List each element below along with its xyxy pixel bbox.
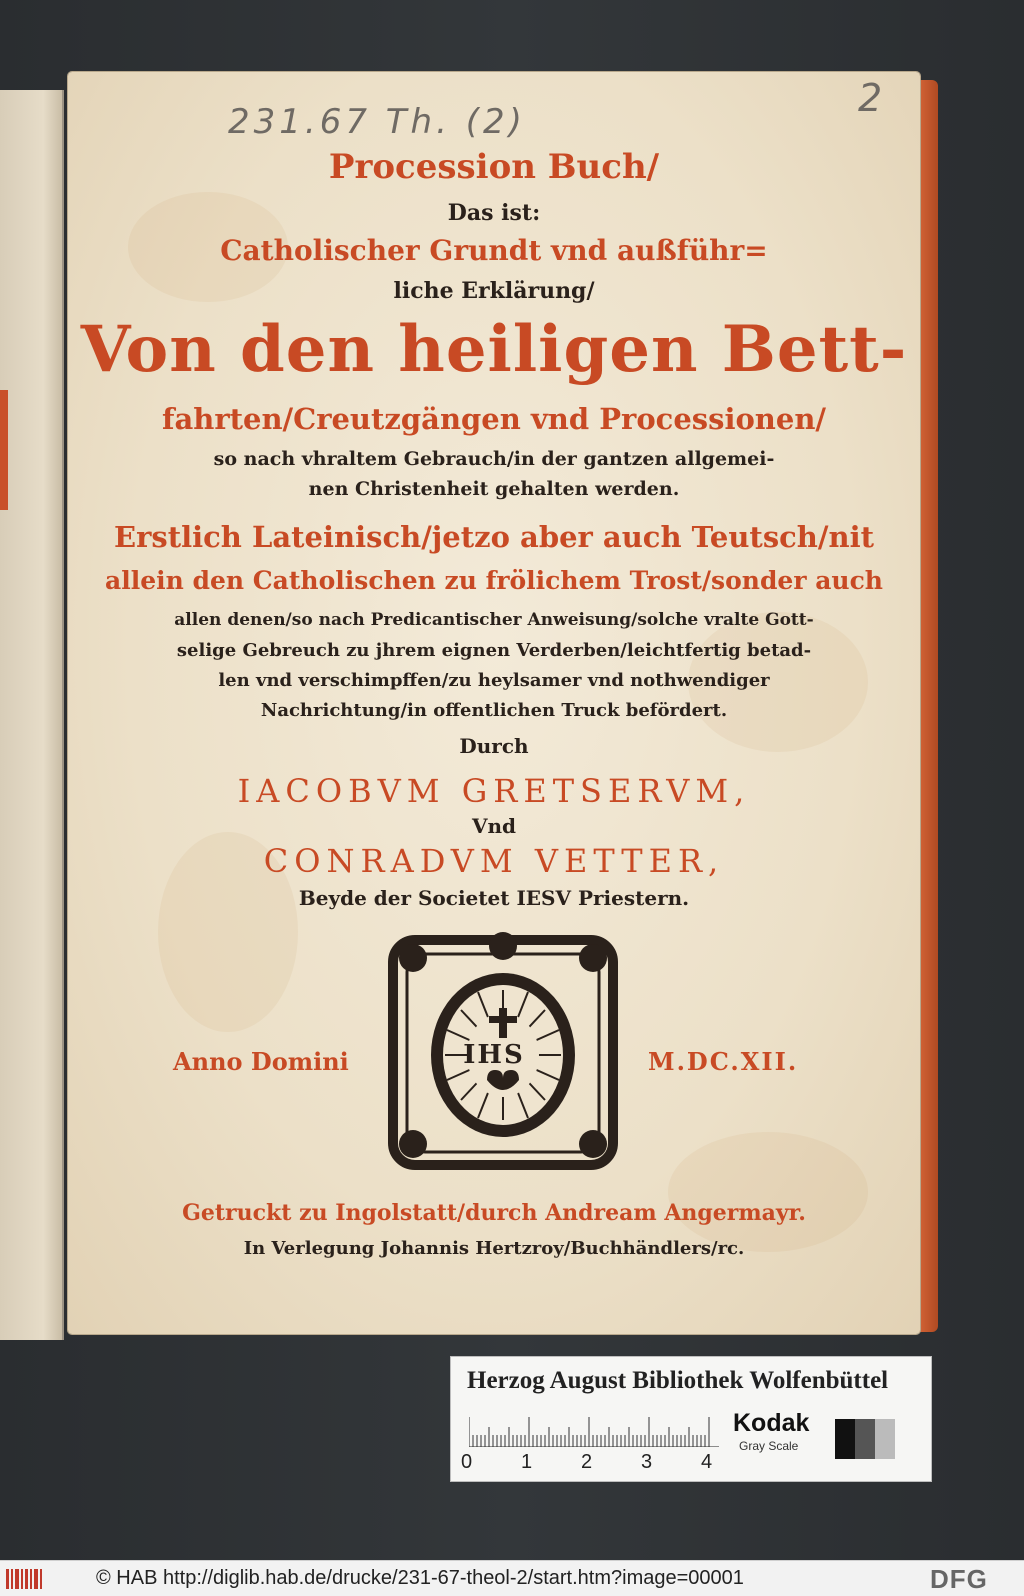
kodak-brand: Kodak: [733, 1409, 810, 1437]
ruler-number: 0: [461, 1451, 473, 1473]
title-line-main: Von den heiligen Bett-: [80, 312, 908, 387]
ruler-number: 3: [641, 1451, 653, 1473]
color-reference-card: [450, 1356, 932, 1482]
title-line-2: Das ist:: [447, 200, 541, 226]
title-line-3: Catholischer Grundt vnd außführ=: [220, 234, 768, 267]
barcode-logo-icon: [6, 1567, 46, 1591]
title-line-9: Erstlich Lateinisch/jetzo aber auch Teutsch/nit: [114, 520, 874, 554]
emblem-monogram: IHS: [463, 1040, 525, 1070]
measurement-ruler: [469, 1411, 719, 1447]
ruler-number: 2: [581, 1451, 593, 1473]
gray-swatch-black: [835, 1419, 855, 1459]
author-1: IACOBVM GRETSERVM,: [237, 772, 751, 810]
date-anno-domini: Anno Domini: [173, 1047, 349, 1076]
imprint-printer: Getruckt zu Ingolstatt/durch Andream Angermayr.: [182, 1200, 806, 1226]
gray-scale-label: Gray Scale: [739, 1439, 799, 1453]
date-year: M.DC.XII.: [648, 1047, 799, 1076]
author-2: CONRADVM VETTER,: [263, 842, 725, 880]
title-line-7: so nach vhraltem Gebrauch/in der gantzen allgemei-: [213, 448, 775, 470]
title-line-4: liche Erklärung/: [393, 278, 595, 304]
title-line-14: Nachrichtung/in offentlichen Truck befördert.: [260, 700, 728, 721]
title-line-durch: Durch: [459, 734, 529, 758]
source-url[interactable]: © HAB http://diglib.hab.de/drucke/231-67-theol-2/start.htm?image=00001: [96, 1567, 744, 1589]
imprint-publisher: In Verlegung Johannis Hertzroy/Buchhändlers/rc.: [243, 1238, 745, 1259]
title-line-1: Procession Buch/: [328, 147, 660, 187]
title-line-10: allein den Catholischen zu frölichem Trost/sonder auch: [105, 566, 883, 595]
title-line-vnd: Vnd: [471, 814, 517, 838]
title-line-11: allen denen/so nach Predicantischer Anweisung/solche vralte Gott-: [174, 610, 814, 630]
library-name: Herzog August Bibliothek Wolfenbüttel: [467, 1367, 889, 1394]
ruler-numbers: [461, 1451, 761, 1474]
dfg-logo: DFG: [930, 1564, 988, 1594]
title-line-13: len vnd verschimpffen/zu heylsamer vnd nothwendiger: [218, 670, 770, 691]
gray-swatch-dark: [855, 1419, 875, 1459]
title-page: [68, 72, 920, 1334]
title-line-societet: Beyde der Societet IESV Priestern.: [298, 886, 690, 910]
title-line-8: nen Christenheit gehalten werden.: [308, 478, 680, 500]
ruler-number: 4: [701, 1451, 713, 1473]
title-line-6: fahrten/Creutzgängen vnd Processionen/: [161, 402, 827, 436]
footer-bar: [0, 1560, 1024, 1596]
ruler-number: 1: [521, 1451, 533, 1473]
previous-page-edge: [0, 90, 64, 1340]
handwritten-shelfmark: 231.67 Th. (2): [228, 102, 526, 142]
gray-swatch-light: [875, 1419, 895, 1459]
handwritten-page-number: 2: [858, 76, 883, 120]
title-line-12: selige Gebreuch zu jhrem eignen Verderben/leichtfertig betad-: [176, 640, 812, 661]
red-edge-mark: [0, 390, 8, 510]
